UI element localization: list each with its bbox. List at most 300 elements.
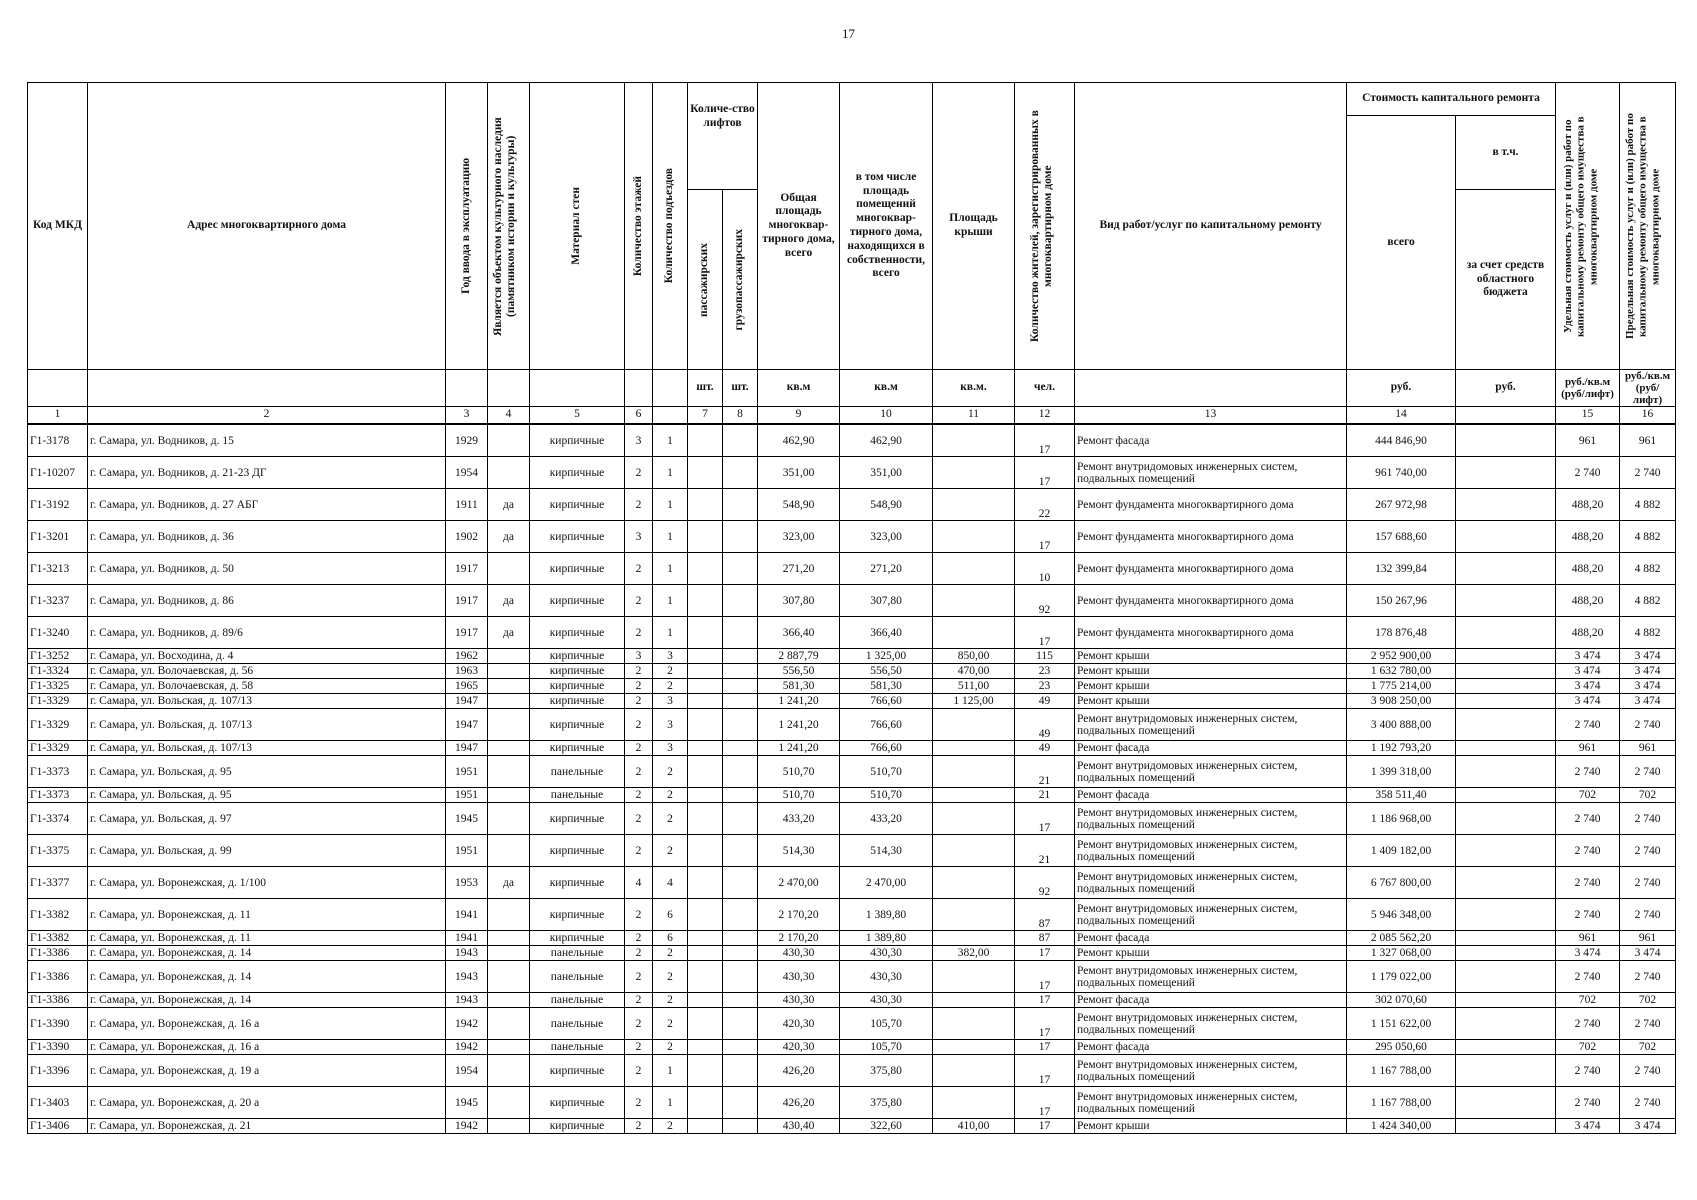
cell-address: г. Самара, ул. Волочаевская, д. 58: [88, 679, 446, 694]
unit-per-sqm: руб./кв.м (руб/лифт): [1556, 370, 1620, 407]
cell-area: 430,30: [758, 946, 840, 961]
cell-owned: 323,00: [840, 521, 933, 553]
header-unit-cost: Удельная стоимость услуг и (или) работ по капитальному ремонту общего имущества в многоквартирном доме: [1556, 83, 1620, 370]
cell-owned: 766,60: [840, 741, 933, 756]
cell-work: Ремонт фундамента многоквартирного дома: [1075, 553, 1347, 585]
cell-year: 1941: [446, 931, 488, 946]
cell-area: 462,90: [758, 424, 840, 457]
cell-floors: 2: [625, 1055, 653, 1087]
cell-floors: 2: [625, 709, 653, 741]
header-residents: Количество жителей, зарегистрированных в многоквартирном доме: [1015, 83, 1075, 370]
cell-owned: 766,60: [840, 709, 933, 741]
cell-heritage: [488, 1040, 530, 1055]
cell-lp: [688, 679, 723, 694]
cell-heritage: [488, 741, 530, 756]
cell-lp: [688, 741, 723, 756]
cell-owned: 510,70: [840, 756, 933, 788]
cell-cost: 358 511,40: [1347, 788, 1456, 803]
header-cost-incl: в т.ч.: [1456, 116, 1556, 190]
cell-roof: 410,00: [933, 1119, 1015, 1134]
cell-lp: [688, 1040, 723, 1055]
cell-entrances: 2: [653, 1119, 688, 1134]
cell-material: кирпичные: [530, 931, 625, 946]
cell-material: панельные: [530, 1008, 625, 1040]
cell-area: 420,30: [758, 1040, 840, 1055]
cell-area: 2 170,20: [758, 899, 840, 931]
table-row: [28, 694, 1676, 709]
cell-entrances: 2: [653, 679, 688, 694]
cell-floors: 3: [625, 521, 653, 553]
cell-heritage: [488, 946, 530, 961]
cell-budget: [1456, 1119, 1556, 1134]
cell-limit: 2 740: [1620, 867, 1676, 899]
cell-floors: 2: [625, 899, 653, 931]
cell-budget: [1456, 835, 1556, 867]
cell-lc: [723, 803, 758, 835]
cell-work: Ремонт внутридомовых инженерных систем, подвальных помещений: [1075, 1008, 1347, 1040]
cell-heritage: [488, 961, 530, 993]
cell-budget: [1456, 1008, 1556, 1040]
cell-lp: [688, 961, 723, 993]
cell-floors: 2: [625, 756, 653, 788]
cell-address: г. Самара, ул. Воронежская, д. 11: [88, 931, 446, 946]
cell-area: 2 887,79: [758, 649, 840, 664]
cell-lc: [723, 993, 758, 1008]
cell-roof: [933, 585, 1015, 617]
cell-address: г. Самара, ул. Водников, д. 89/6: [88, 617, 446, 649]
unit-pcs: шт.: [723, 370, 758, 407]
table-row: [28, 617, 1676, 649]
header-cost-total: всего: [1347, 116, 1456, 370]
cell-unit: 3 474: [1556, 679, 1620, 694]
table-row: [28, 709, 1676, 741]
cell-area: 433,20: [758, 803, 840, 835]
unit-blank: [488, 370, 530, 407]
cell-year: 1951: [446, 788, 488, 803]
cell-entrances: 1: [653, 617, 688, 649]
cell-lp: [688, 1008, 723, 1040]
cell-entrances: 2: [653, 993, 688, 1008]
cell-entrances: 3: [653, 709, 688, 741]
cell-work: Ремонт внутридомовых инженерных систем, подвальных помещений: [1075, 835, 1347, 867]
header-code: Код МКД: [28, 83, 88, 370]
cell-lc: [723, 617, 758, 649]
unit-rub: руб.: [1347, 370, 1456, 407]
cell-unit: 2 740: [1556, 1008, 1620, 1040]
cell-material: кирпичные: [530, 835, 625, 867]
cell-floors: 2: [625, 457, 653, 489]
cell-cost: 1 775 214,00: [1347, 679, 1456, 694]
cell-code: Г1-3373: [28, 788, 88, 803]
cell-cost: 1 409 182,00: [1347, 835, 1456, 867]
cell-lp: [688, 1087, 723, 1119]
cell-roof: [933, 521, 1015, 553]
cell-roof: [933, 931, 1015, 946]
table-row: [28, 457, 1676, 489]
table-row: [28, 788, 1676, 803]
cell-lp: [688, 424, 723, 457]
cell-code: Г1-3403: [28, 1087, 88, 1119]
cell-lc: [723, 961, 758, 993]
cell-residents: 49: [1015, 741, 1075, 756]
cell-roof: [933, 1040, 1015, 1055]
cell-unit: 2 740: [1556, 803, 1620, 835]
cell-lc: [723, 457, 758, 489]
cell-code: Г1-3178: [28, 424, 88, 457]
cell-code: Г1-3377: [28, 867, 88, 899]
cell-heritage: [488, 931, 530, 946]
table-row: [28, 741, 1676, 756]
cell-entrances: 2: [653, 788, 688, 803]
cell-owned: 430,30: [840, 961, 933, 993]
header-lifts: Количе-ство лифтов: [688, 83, 758, 190]
cell-residents: 17: [1015, 424, 1075, 457]
cell-lc: [723, 1040, 758, 1055]
cell-limit: 961: [1620, 424, 1676, 457]
column-number: [1456, 407, 1556, 425]
cell-heritage: [488, 664, 530, 679]
cell-budget: [1456, 649, 1556, 664]
unit-rub: руб.: [1456, 370, 1556, 407]
cell-owned: 375,80: [840, 1087, 933, 1119]
cell-cost: 1 424 340,00: [1347, 1119, 1456, 1134]
cell-code: Г1-3373: [28, 756, 88, 788]
cell-area: 426,20: [758, 1087, 840, 1119]
cell-work: Ремонт внутридомовых инженерных систем, подвальных помещений: [1075, 961, 1347, 993]
cell-roof: [933, 1008, 1015, 1040]
cell-lc: [723, 946, 758, 961]
cell-address: г. Самара, ул. Воронежская, д. 16 а: [88, 1040, 446, 1055]
cell-limit: 3 474: [1620, 946, 1676, 961]
cell-residents: 17: [1015, 1040, 1075, 1055]
cell-work: Ремонт фасада: [1075, 1040, 1347, 1055]
cell-area: 1 241,20: [758, 709, 840, 741]
cell-residents: 87: [1015, 931, 1075, 946]
cell-entrances: 2: [653, 961, 688, 993]
cell-entrances: 2: [653, 946, 688, 961]
unit-blank: [653, 370, 688, 407]
cell-unit: 2 740: [1556, 899, 1620, 931]
cell-lp: [688, 1055, 723, 1087]
cell-roof: 1 125,00: [933, 694, 1015, 709]
cell-heritage: [488, 679, 530, 694]
capital-repair-table: [27, 82, 1676, 1134]
cell-entrances: 1: [653, 1055, 688, 1087]
cell-budget: [1456, 679, 1556, 694]
header-cost-budget: за счет средств областного бюджета: [1456, 190, 1556, 370]
column-number: 4: [488, 407, 530, 425]
cell-owned: 514,30: [840, 835, 933, 867]
cell-owned: 366,40: [840, 617, 933, 649]
cell-residents: 92: [1015, 867, 1075, 899]
cell-cost: 295 050,60: [1347, 1040, 1456, 1055]
cell-heritage: [488, 1055, 530, 1087]
cell-owned: 581,30: [840, 679, 933, 694]
cell-address: г. Самара, ул. Воронежская, д. 14: [88, 961, 446, 993]
cell-owned: 1 389,80: [840, 899, 933, 931]
cell-address: г. Самара, ул. Вольская, д. 99: [88, 835, 446, 867]
cell-budget: [1456, 1040, 1556, 1055]
cell-entrances: 2: [653, 835, 688, 867]
cell-year: 1947: [446, 741, 488, 756]
cell-limit: 4 882: [1620, 521, 1676, 553]
unit-pcs: шт.: [688, 370, 723, 407]
cell-unit: 2 740: [1556, 709, 1620, 741]
cell-entrances: 2: [653, 1008, 688, 1040]
cell-unit: 961: [1556, 424, 1620, 457]
cell-roof: [933, 457, 1015, 489]
cell-area: 2 470,00: [758, 867, 840, 899]
cell-limit: 3 474: [1620, 649, 1676, 664]
column-number: 6: [625, 407, 653, 425]
cell-work: Ремонт крыши: [1075, 679, 1347, 694]
cell-limit: 4 882: [1620, 553, 1676, 585]
cell-residents: 17: [1015, 1055, 1075, 1087]
cell-roof: [933, 1055, 1015, 1087]
unit-blank: [530, 370, 625, 407]
cell-limit: 4 882: [1620, 489, 1676, 521]
cell-entrances: 1: [653, 457, 688, 489]
cell-work: Ремонт фундамента многоквартирного дома: [1075, 617, 1347, 649]
cell-cost: 1 192 793,20: [1347, 741, 1456, 756]
cell-heritage: [488, 424, 530, 457]
cell-unit: 488,20: [1556, 521, 1620, 553]
cell-owned: 2 470,00: [840, 867, 933, 899]
cell-roof: 470,00: [933, 664, 1015, 679]
cell-year: 1929: [446, 424, 488, 457]
cell-floors: 2: [625, 931, 653, 946]
cell-lp: [688, 617, 723, 649]
cell-heritage: [488, 457, 530, 489]
unit-blank: [88, 370, 446, 407]
cell-year: 1902: [446, 521, 488, 553]
cell-code: Г1-3374: [28, 803, 88, 835]
cell-lp: [688, 788, 723, 803]
cell-lc: [723, 1008, 758, 1040]
cell-code: Г1-3386: [28, 961, 88, 993]
cell-work: Ремонт фасада: [1075, 741, 1347, 756]
cell-budget: [1456, 961, 1556, 993]
cell-limit: 961: [1620, 931, 1676, 946]
cell-heritage: [488, 899, 530, 931]
cell-year: 1941: [446, 899, 488, 931]
cell-roof: 850,00: [933, 649, 1015, 664]
cell-lp: [688, 553, 723, 585]
cell-year: 1962: [446, 649, 488, 664]
cell-roof: [933, 867, 1015, 899]
cell-year: 1951: [446, 835, 488, 867]
cell-owned: 430,30: [840, 946, 933, 961]
table-row: [28, 946, 1676, 961]
cell-entrances: 4: [653, 867, 688, 899]
column-number: 9: [758, 407, 840, 425]
table-row: [28, 756, 1676, 788]
unit-sqm: кв.м.: [933, 370, 1015, 407]
cell-cost: 178 876,48: [1347, 617, 1456, 649]
cell-material: кирпичные: [530, 489, 625, 521]
cell-lc: [723, 899, 758, 931]
cell-code: Г1-3382: [28, 931, 88, 946]
cell-owned: 105,70: [840, 1040, 933, 1055]
table-row: [28, 679, 1676, 694]
cell-lc: [723, 424, 758, 457]
cell-heritage: да: [488, 617, 530, 649]
cell-code: Г1-3324: [28, 664, 88, 679]
cell-code: Г1-3406: [28, 1119, 88, 1134]
header-work: Вид работ/услуг по капитальному ремонту: [1075, 83, 1347, 370]
cell-year: 1917: [446, 585, 488, 617]
header-area-owned: в том числе площадь помещений многоквар-тирного дома, находящихся в собственности, всего: [840, 83, 933, 370]
cell-lc: [723, 649, 758, 664]
cell-address: г. Самара, ул. Воронежская, д. 1/100: [88, 867, 446, 899]
cell-budget: [1456, 803, 1556, 835]
table-row: [28, 585, 1676, 617]
cell-entrances: 3: [653, 741, 688, 756]
column-number: 11: [933, 407, 1015, 425]
cell-heritage: [488, 1008, 530, 1040]
cell-lp: [688, 649, 723, 664]
cell-code: Г1-3329: [28, 694, 88, 709]
cell-unit: 3 474: [1556, 946, 1620, 961]
cell-limit: 2 740: [1620, 899, 1676, 931]
cell-material: кирпичные: [530, 679, 625, 694]
cell-entrances: 3: [653, 649, 688, 664]
cell-code: Г1-3213: [28, 553, 88, 585]
cell-area: 430,30: [758, 961, 840, 993]
cell-owned: 1 389,80: [840, 931, 933, 946]
table-row: [28, 1087, 1676, 1119]
cell-address: г. Самара, ул. Водников, д. 50: [88, 553, 446, 585]
header-heritage: Является объектом культурного наследия (памятником истории и культуры): [488, 83, 530, 370]
cell-limit: 2 740: [1620, 756, 1676, 788]
cell-code: Г1-3386: [28, 946, 88, 961]
cell-lp: [688, 521, 723, 553]
cell-work: Ремонт крыши: [1075, 694, 1347, 709]
cell-material: панельные: [530, 1040, 625, 1055]
cell-owned: 322,60: [840, 1119, 933, 1134]
cell-cost: 3 908 250,00: [1347, 694, 1456, 709]
cell-area: 1 241,20: [758, 741, 840, 756]
unit-people: чел.: [1015, 370, 1075, 407]
cell-lc: [723, 1055, 758, 1087]
cell-work: Ремонт крыши: [1075, 649, 1347, 664]
cell-lp: [688, 756, 723, 788]
cell-lp: [688, 946, 723, 961]
cell-material: кирпичные: [530, 664, 625, 679]
cell-cost: 1 167 788,00: [1347, 1055, 1456, 1087]
cell-material: кирпичные: [530, 649, 625, 664]
column-number: 2: [88, 407, 446, 425]
cell-owned: 766,60: [840, 694, 933, 709]
cell-roof: [933, 899, 1015, 931]
cell-unit: 2 740: [1556, 756, 1620, 788]
cell-area: 556,50: [758, 664, 840, 679]
cell-unit: 2 740: [1556, 1055, 1620, 1087]
cell-entrances: 1: [653, 489, 688, 521]
cell-entrances: 1: [653, 553, 688, 585]
cell-residents: 17: [1015, 946, 1075, 961]
cell-year: 1943: [446, 961, 488, 993]
cell-roof: [933, 489, 1015, 521]
cell-lc: [723, 1087, 758, 1119]
cell-lc: [723, 788, 758, 803]
header-lifts-cargo: грузопассажирских: [723, 190, 758, 370]
cell-address: г. Самара, ул. Воронежская, д. 19 а: [88, 1055, 446, 1087]
cell-work: Ремонт внутридомовых инженерных систем, подвальных помещений: [1075, 867, 1347, 899]
column-number: 7: [688, 407, 723, 425]
cell-unit: 2 740: [1556, 1087, 1620, 1119]
column-number: 10: [840, 407, 933, 425]
cell-floors: 2: [625, 1119, 653, 1134]
cell-lp: [688, 931, 723, 946]
cell-budget: [1456, 709, 1556, 741]
table-row: [28, 649, 1676, 664]
unit-blank: [1075, 370, 1347, 407]
column-number: 12: [1015, 407, 1075, 425]
cell-work: Ремонт фасада: [1075, 993, 1347, 1008]
cell-roof: 511,00: [933, 679, 1015, 694]
cell-address: г. Самара, ул. Вольская, д. 107/13: [88, 709, 446, 741]
cell-owned: 510,70: [840, 788, 933, 803]
cell-unit: 702: [1556, 993, 1620, 1008]
cell-limit: 2 740: [1620, 709, 1676, 741]
cell-code: Г1-3382: [28, 899, 88, 931]
unit-blank: [28, 370, 88, 407]
cell-heritage: да: [488, 521, 530, 553]
cell-heritage: [488, 756, 530, 788]
cell-residents: 21: [1015, 788, 1075, 803]
cell-lp: [688, 899, 723, 931]
cell-roof: 382,00: [933, 946, 1015, 961]
cell-code: Г1-3252: [28, 649, 88, 664]
unit-sqm: кв.м: [840, 370, 933, 407]
cell-budget: [1456, 931, 1556, 946]
cell-heritage: да: [488, 867, 530, 899]
cell-address: г. Самара, ул. Воронежская, д. 14: [88, 993, 446, 1008]
cell-material: кирпичные: [530, 1119, 625, 1134]
cell-limit: 2 740: [1620, 457, 1676, 489]
cell-area: 514,30: [758, 835, 840, 867]
cell-unit: 702: [1556, 1040, 1620, 1055]
cell-unit: 488,20: [1556, 585, 1620, 617]
cell-year: 1943: [446, 993, 488, 1008]
cell-lc: [723, 489, 758, 521]
cell-roof: [933, 424, 1015, 457]
cell-owned: 375,80: [840, 1055, 933, 1087]
cell-code: Г1-3375: [28, 835, 88, 867]
cell-floors: 4: [625, 867, 653, 899]
column-number: 1: [28, 407, 88, 425]
cell-floors: 2: [625, 664, 653, 679]
table-row: [28, 899, 1676, 931]
column-number: 3: [446, 407, 488, 425]
cell-roof: [933, 617, 1015, 649]
cell-address: г. Самара, ул. Воронежская, д. 16 а: [88, 1008, 446, 1040]
cell-limit: 702: [1620, 993, 1676, 1008]
cell-owned: 462,90: [840, 424, 933, 457]
cell-cost: 3 400 888,00: [1347, 709, 1456, 741]
cell-unit: 2 740: [1556, 457, 1620, 489]
cell-limit: 2 740: [1620, 1055, 1676, 1087]
header-lifts-pass: пассажирских: [688, 190, 723, 370]
cell-roof: [933, 756, 1015, 788]
cell-residents: 23: [1015, 664, 1075, 679]
cell-address: г. Самара, ул. Водников, д. 21-23 ДГ: [88, 457, 446, 489]
cell-heritage: [488, 553, 530, 585]
cell-address: г. Самара, ул. Волочаевская, д. 56: [88, 664, 446, 679]
cell-code: Г1-3390: [28, 1008, 88, 1040]
cell-roof: [933, 741, 1015, 756]
